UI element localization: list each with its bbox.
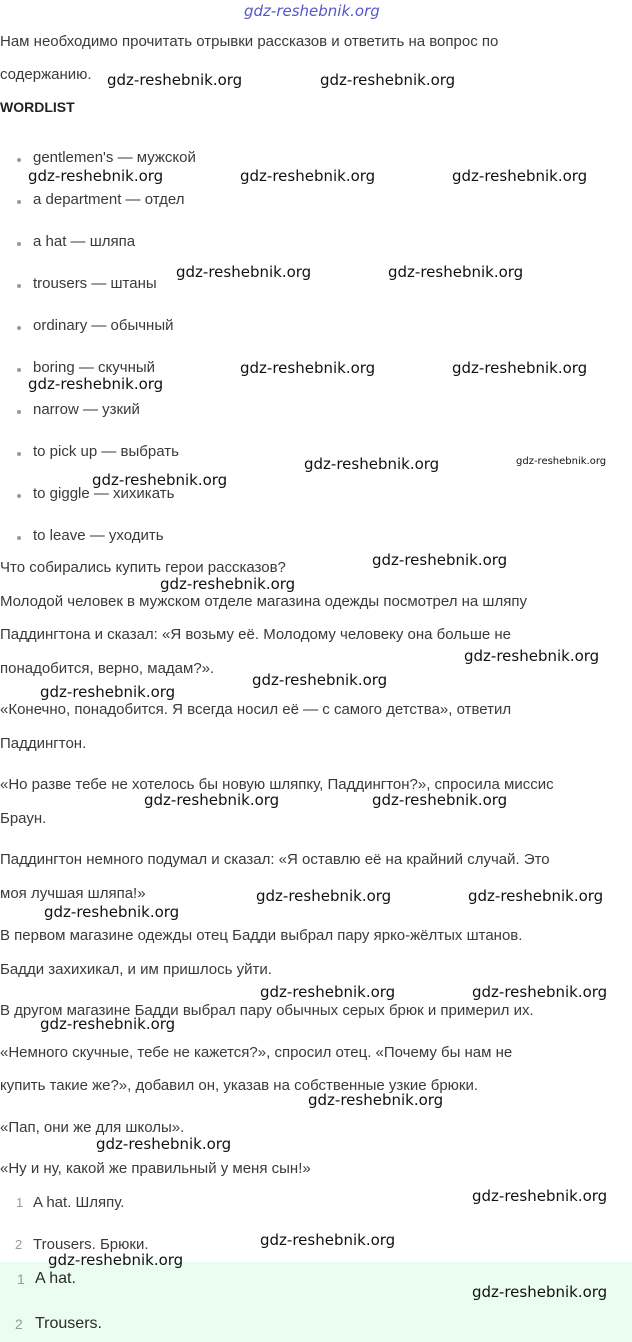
- watermark: gdz-reshebnik.org: [464, 647, 600, 665]
- watermark: gdz-reshebnik.org: [452, 167, 588, 185]
- list-item: A hat. Шляпу.: [33, 1194, 125, 1211]
- bullet-icon: [17, 242, 21, 246]
- watermark: gdz-reshebnik.org: [107, 71, 243, 89]
- answer-item: A hat.: [35, 1270, 76, 1287]
- wordlist-item: ordinary — обычный: [33, 317, 174, 334]
- bullet-icon: [17, 200, 21, 204]
- list-number: 2: [15, 1237, 23, 1252]
- watermark: gdz-reshebnik.org: [452, 359, 588, 377]
- watermark: gdz-reshebnik.org: [28, 167, 164, 185]
- bullet-icon: [17, 494, 21, 498]
- watermark: gdz-reshebnik.org: [472, 1187, 608, 1205]
- story-line: купить такие же?», добавил он, указав на собственные узкие брюки.: [0, 1077, 479, 1094]
- watermark: gdz-reshebnik.org: [40, 1015, 176, 1033]
- story-line: Паддингтон.: [0, 735, 87, 752]
- wordlist-item: boring — скучный: [33, 359, 156, 376]
- intro-line-1: Нам необходимо прочитать отрывки рассказов и ответить на вопрос по: [0, 33, 499, 50]
- story-line: Паддингтон немного подумал и сказал: «Я оставлю её на крайний случай. Это: [0, 851, 550, 868]
- watermark: gdz-reshebnik.org: [144, 791, 280, 809]
- answer-number: 1: [17, 1271, 25, 1287]
- watermark: gdz-reshebnik.org: [48, 1251, 184, 1269]
- story-line: В первом магазине одежды отец Бадди выбрал пару ярко-жёлтых штанов.: [0, 927, 523, 944]
- watermark: gdz-reshebnik.org: [372, 551, 508, 569]
- watermark: gdz-reshebnik.org: [516, 456, 607, 467]
- list-number: 1: [16, 1195, 24, 1210]
- story-line: Молодой человек в мужском отделе магазина одежды посмотрел на шляпу: [0, 593, 527, 610]
- story-line: «Пап, они же для школы».: [0, 1119, 185, 1136]
- watermark: gdz-reshebnik.org: [260, 983, 396, 1001]
- answer-item: Trousers.: [35, 1315, 102, 1332]
- watermark: gdz-reshebnik.org: [96, 1135, 232, 1153]
- story-line: «Конечно, понадобится. Я всегда носил её — с самого детства», ответил: [0, 701, 512, 718]
- bullet-icon: [17, 284, 21, 288]
- bullet-icon: [17, 410, 21, 414]
- wordlist-item: narrow — узкий: [33, 401, 140, 418]
- watermark: gdz-reshebnik.org: [388, 263, 524, 281]
- watermark: gdz-reshebnik.org: [160, 575, 296, 593]
- wordlist-item: gentlemen's — мужской: [33, 149, 196, 166]
- story-line: «Ну и ну, какой же правильный у меня сын!»: [0, 1160, 311, 1177]
- list-item: Trousers. Брюки.: [33, 1236, 149, 1253]
- wordlist-heading: WORDLIST: [0, 99, 75, 115]
- bullet-icon: [17, 452, 21, 456]
- bullet-icon: [17, 158, 21, 162]
- watermark: gdz-reshebnik.org: [468, 887, 604, 905]
- watermark: gdz-reshebnik.org: [308, 1091, 444, 1109]
- watermark: gdz-reshebnik.org: [252, 671, 388, 689]
- wordlist-item: a department — отдел: [33, 191, 185, 208]
- watermark: gdz-reshebnik.org: [244, 2, 380, 20]
- watermark: gdz-reshebnik.org: [320, 71, 456, 89]
- answer-number: 2: [15, 1316, 23, 1332]
- watermark: gdz-reshebnik.org: [176, 263, 312, 281]
- watermark: gdz-reshebnik.org: [256, 887, 392, 905]
- wordlist-item: a hat — шляпа: [33, 233, 136, 250]
- watermark: gdz-reshebnik.org: [92, 471, 228, 489]
- watermark: gdz-reshebnik.org: [472, 983, 608, 1001]
- watermark: gdz-reshebnik.org: [44, 903, 180, 921]
- watermark: gdz-reshebnik.org: [472, 1283, 608, 1301]
- story-line: В другом магазине Бадди выбрал пару обычных серых брюк и примерил их.: [0, 1002, 534, 1019]
- watermark: gdz-reshebnik.org: [372, 791, 508, 809]
- wordlist-item: trousers — штаны: [33, 275, 157, 292]
- story-line: «Но разве тебе не хотелось бы новую шляпку, Паддингтон?», спросила миссис: [0, 776, 554, 793]
- wordlist-item: to giggle — хихикать: [33, 485, 175, 502]
- watermark: gdz-reshebnik.org: [304, 455, 440, 473]
- story-line: Браун.: [0, 810, 47, 827]
- question: Что собирались купить герои рассказов?: [0, 559, 286, 576]
- watermark: gdz-reshebnik.org: [260, 1231, 396, 1249]
- story-line: моя лучшая шляпа!»: [0, 885, 146, 902]
- story-line: «Немного скучные, тебе не кажется?», спросил отец. «Почему бы нам не: [0, 1044, 513, 1061]
- watermark: gdz-reshebnik.org: [240, 167, 376, 185]
- story-line: Бадди захихикал, и им пришлось уйти.: [0, 961, 272, 978]
- story-line: Паддингтона и сказал: «Я возьму её. Молодому человеку она больше не: [0, 626, 511, 643]
- bullet-icon: [17, 368, 21, 372]
- bullet-icon: [17, 536, 21, 540]
- intro-line-2: содержанию.: [0, 66, 92, 83]
- watermark: gdz-reshebnik.org: [240, 359, 376, 377]
- bullet-icon: [17, 326, 21, 330]
- wordlist-item: to leave — уходить: [33, 527, 164, 544]
- watermark: gdz-reshebnik.org: [40, 683, 176, 701]
- watermark: gdz-reshebnik.org: [28, 375, 164, 393]
- story-line: понадобится, верно, мадам?».: [0, 660, 215, 677]
- wordlist-item: to pick up — выбрать: [33, 443, 179, 460]
